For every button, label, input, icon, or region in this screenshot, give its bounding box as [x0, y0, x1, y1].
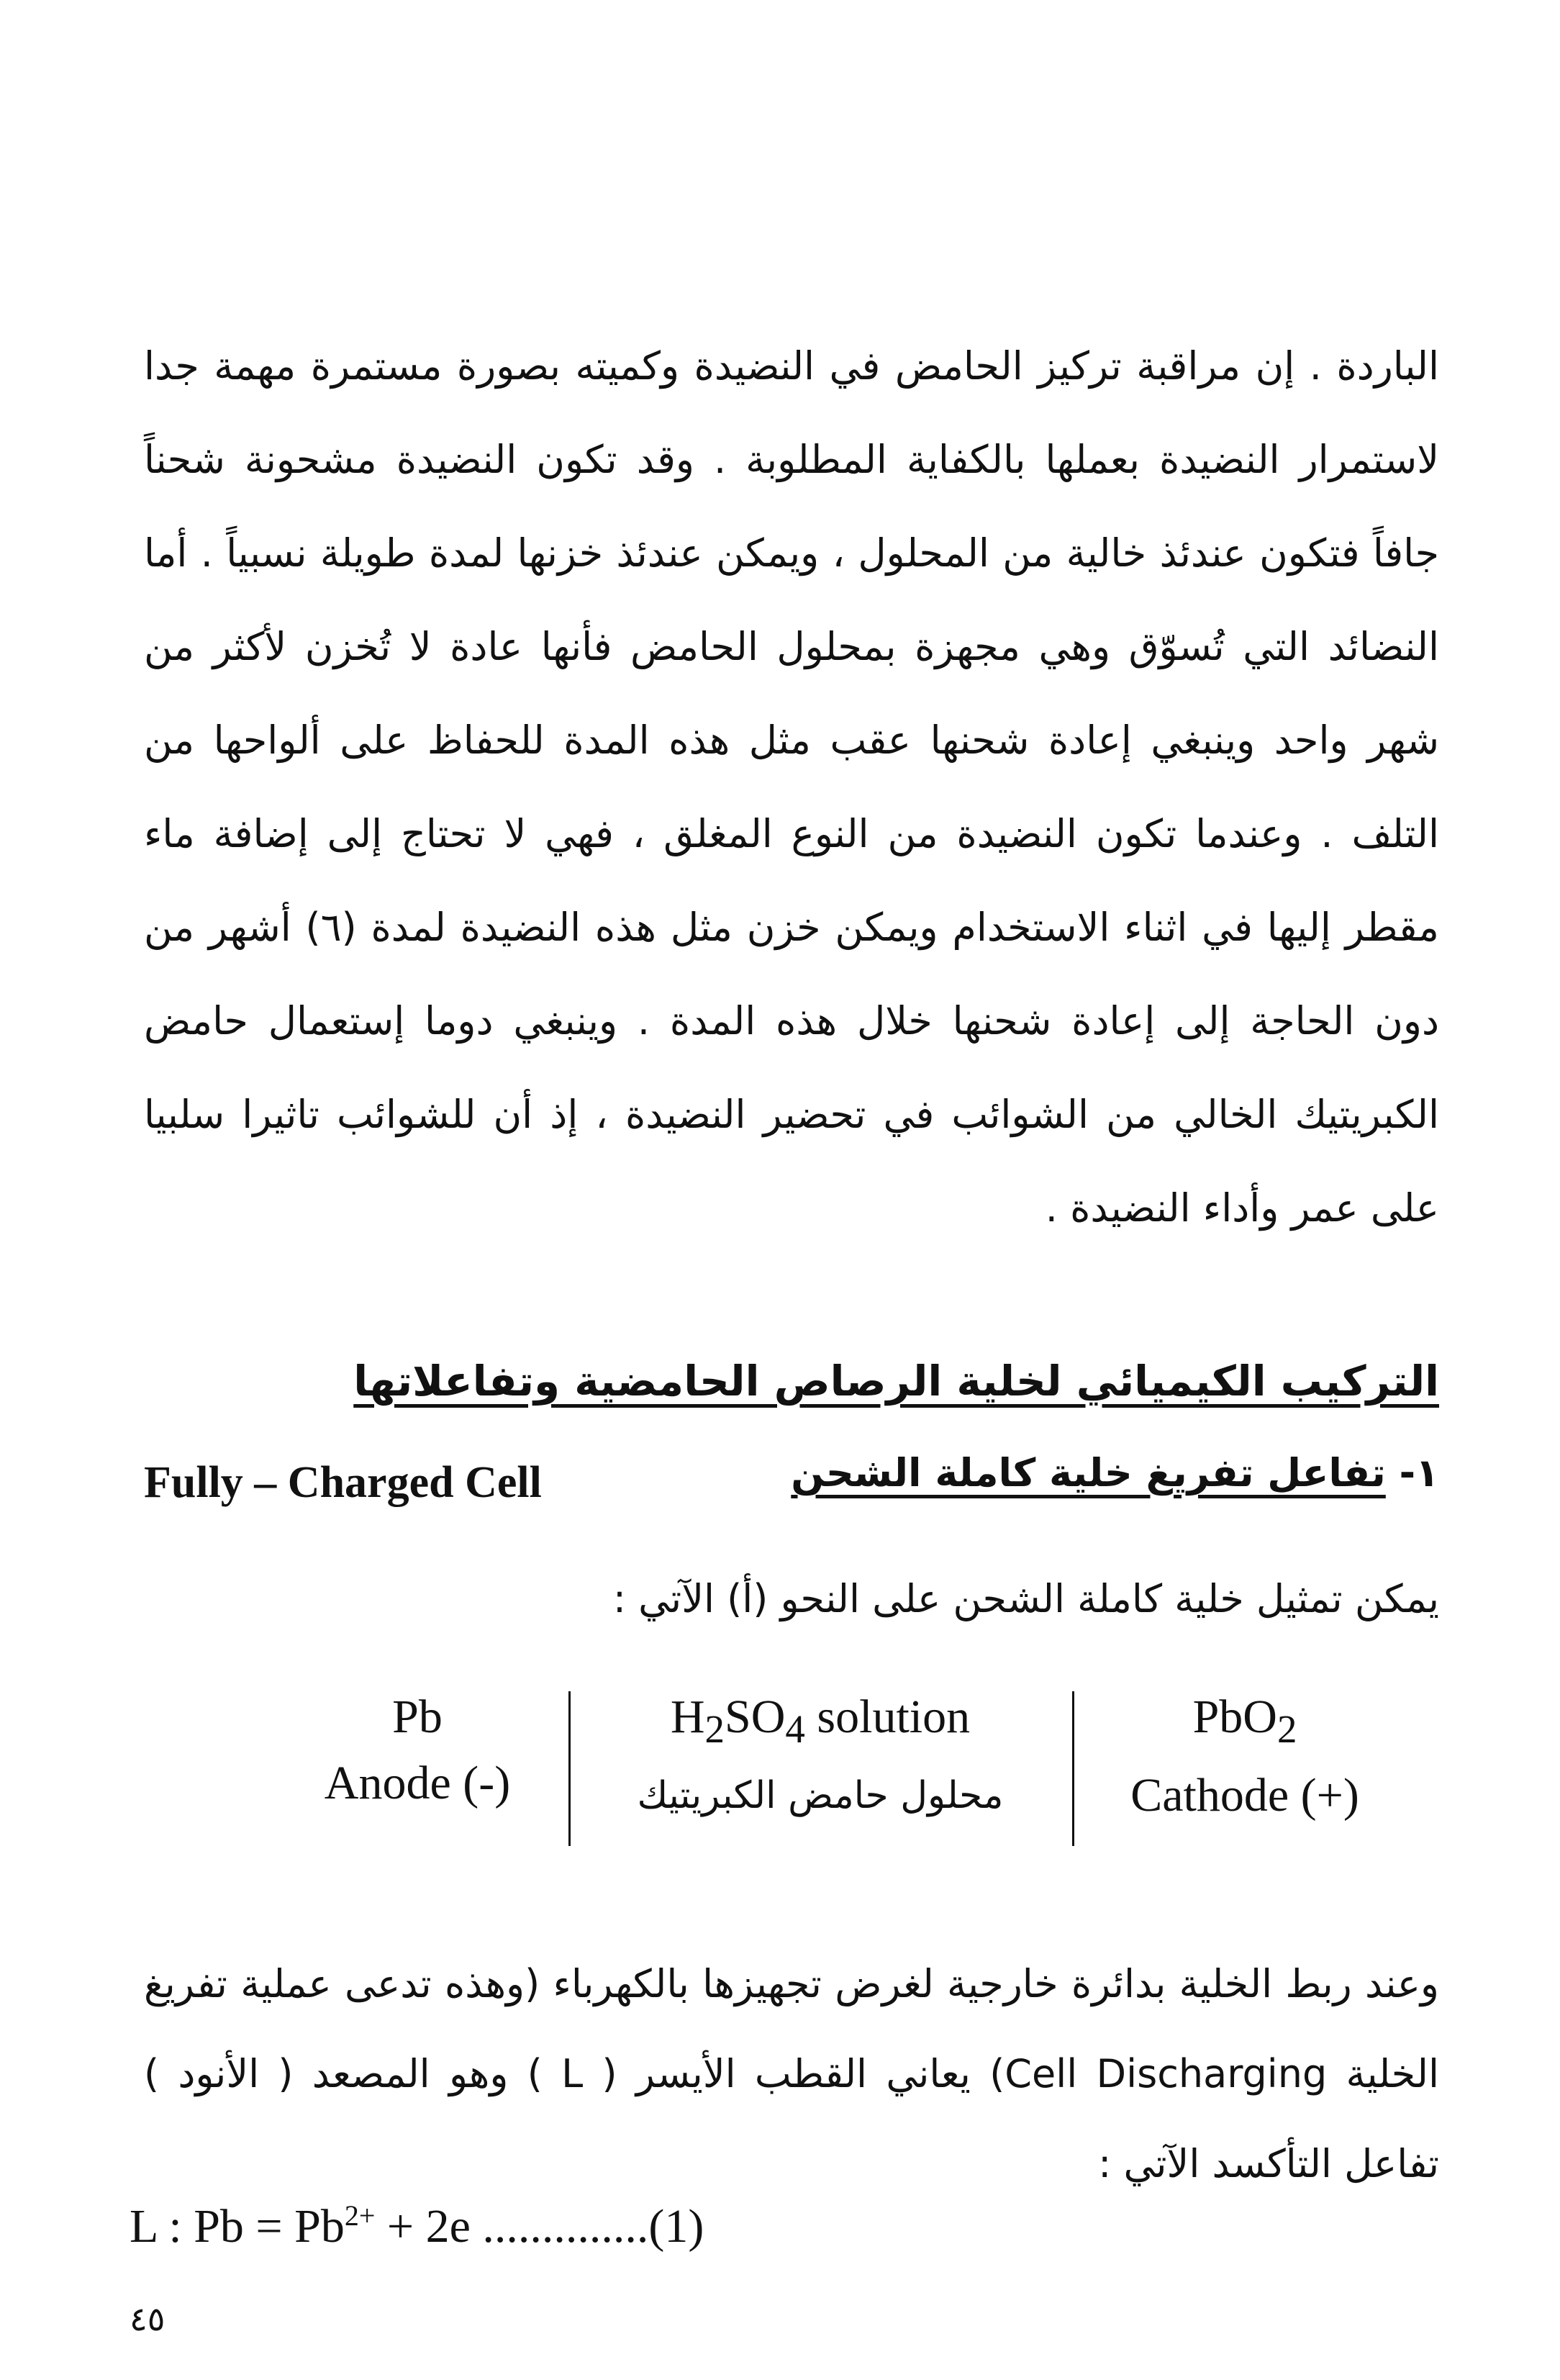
anode-formula: Pb [392, 1691, 443, 1743]
subheading-title-en: Fully – Charged Cell [144, 1458, 542, 1507]
anode-column [266, 1684, 568, 1850]
electrolyte-formula: $H_2SO_4$ solution [670, 1691, 971, 1752]
cathode-label: Cathode (+) [1130, 1769, 1359, 1822]
column-divider [568, 1691, 571, 1846]
body-paragraph-3: وعند ربط الخلية بدائرة خارجية لغرض تجهيزها بالكهرباء (وهذه تدعى عملية تفريغ الخلية Cell Discharging) يعاني القطب الأيسر ( L ) وهو المصعد ( الأنود ) تفاعل التأكسد الآتي : [144, 1961, 1439, 2186]
equation-lhs: L : Pb = Pb [130, 2200, 345, 2253]
section-heading: التركيب الكيميائي لخلية الرصاص الحامضية وتفاعلاتها [353, 1357, 1439, 1406]
electrolyte-label: محلول حامض الكبريتيك [637, 1774, 1004, 1818]
equation-1 [130, 2199, 704, 2254]
electrolyte-column [568, 1684, 1072, 1850]
body-paragraph-1: الباردة . إن مراقبة تركيز الحامض في النضيدة وكميته بصورة مستمرة مهمة جدا لاستمرار النضيدة بعملها بالكفاية المطلوبة . وقد تكون النضيدة مشحونة شحناً جافاً فتكون عندئذ خالية من المحلول ، ويمكن عندئذ خزنها لمدة طويلة نسبياً . أما النضائد التي تُسوّق وهي مجهزة بمحلول الحامض فأنها عادة لا تُخزن لأكثر من شهر واحد وينبغي إعادة شحنها عقب مثل هذه المدة للحفاظ على ألواحها من التلف . وعندما تكون النضيدة من النوع المغلق ، فهي لا تحتاج إلى إضافة ماء مقطر إليها في اثناء الاستخدام ويمكن خزن مثل هذه النضيدة لمدة (٦) أشهر من دون الحاجة إلى إعادة شحنها خلال هذه المدة . وينبغي دوما إستعمال حامض الكبريتيك الخالي من الشوائب في تحضير النضيدة ، إذ أن للشوائب تاثيرا سلبيا على عمر وأداء النضيدة . [144, 343, 1439, 1231]
column-divider [1072, 1691, 1074, 1846]
cathode-column [1072, 1684, 1418, 1850]
body-paragraph-2: يمكن تمثيل خلية كاملة الشحن على النحو (أ) الآتي : [612, 1576, 1439, 1621]
page-number: ٤٥ [130, 2299, 165, 2338]
cathode-formula: PbO$_2$ [1192, 1691, 1297, 1752]
anode-label: Anode (-) [324, 1757, 511, 1809]
equation-rhs: + 2e ..............(1) [375, 2200, 704, 2253]
equation-charge: 2+ [344, 2199, 376, 2232]
cell-diagram [266, 1684, 1418, 1850]
subheading-number: ١- [1399, 1450, 1439, 1496]
subheading-arabic [791, 1450, 1439, 1496]
subheading-title-ar: تفاعل تفريغ خلية كاملة الشحن [791, 1450, 1386, 1496]
